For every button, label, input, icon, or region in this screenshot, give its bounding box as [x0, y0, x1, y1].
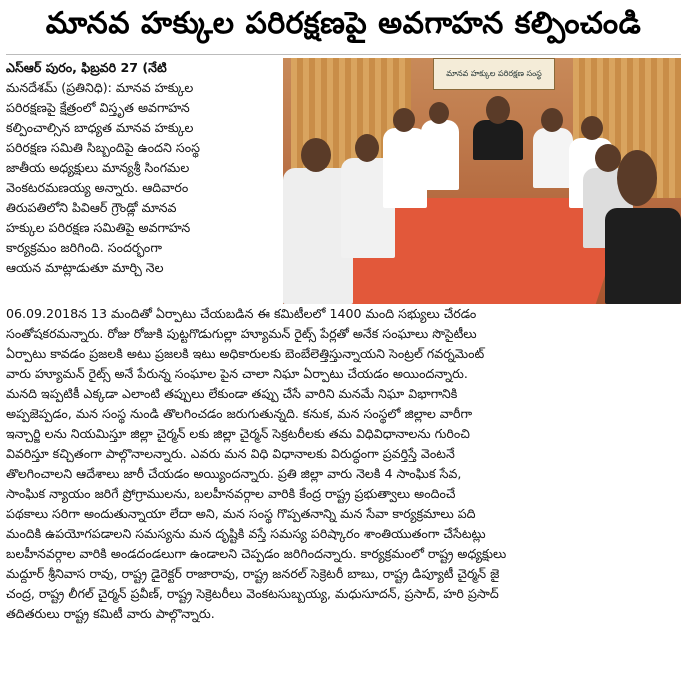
article-line: వివరిస్తూ కచ్చితంగా పాల్గొనాలన్నారు. ఎవరు మన విధి విధానాలకు విరుద్ధంగా ప్రవర్తిస్తే వెంటనే — [6, 446, 455, 461]
article-line: హక్కుల పరిరక్షణ సమితిపై అవగాహన — [6, 220, 191, 235]
article-line: తదితరులు రాష్ట్ర కమిటీ వారు పాల్గొన్నారు. — [6, 606, 215, 621]
article-line: అప్పజెప్పడం, మన సంస్థ నుండి తొలగించడం జరుగుతున్నది. కనుక, మన సంస్థలో జిల్లాల వారీగా — [6, 406, 473, 421]
article-line: పరిరక్షణ సమితి సిబ్బందిపై ఉందని సంస్థ — [6, 140, 200, 155]
article-line: 06.09.2018న 13 మందితో ఏర్పాటు చేయబడిన ఈ కమిటీలలో 1400 మంది సభ్యులు చేరడం — [6, 306, 477, 321]
article-line: సాంఘిక న్యాయం జరిగే ప్రోగ్రాములను, బలహీనవర్గాల వారికి కేంద్ర రాష్ట్ర ప్రభుత్వాలు అందించే — [6, 486, 456, 501]
article-line: వెంకటరమణయ్య అన్నారు. ఆదివారం — [6, 180, 189, 195]
article-line: సంతోషకరమన్నారు. రోజు రోజుకి పుట్టగొడుగుల్లా హ్యూమన్ రైట్స్ పేర్లతో అనేక సంఘాలు సొసైటీలు — [6, 326, 477, 341]
article-line: కార్యక్రమం జరిగింది. సందర్భంగా — [6, 240, 162, 255]
article-line: ఇన్చార్జి లను నియమిస్తూ జిల్లా చైర్మన్ లకు జిల్లా చైర్మన్ సెక్రటరీలకు తమ విధివిధానాలను గురించి — [6, 426, 470, 441]
photo-banner: మానవ హక్కుల పరిరక్షణ సంస్థ — [433, 58, 555, 90]
article-line: ఏర్పాటు కావడం ప్రజలకి అటు ప్రజలకి ఇటు అధికారులకు బెంబేలెత్తిస్తున్నాయని సెంట్రల్ గవర్నమెంట్ — [6, 346, 485, 361]
article-line: వారు హ్యూమన్ రైట్స్ అనే పేరున్న సంఘాల పైన చాలా నిఘా ఏర్పాటు చేయడం అయిందన్నారు. — [6, 366, 468, 381]
headline-divider — [6, 54, 681, 55]
article-line: తిరుపతిలోని పివిఆర్ గ్రౌండ్లో మానవ — [6, 200, 177, 215]
article-line: మద్దూర్ శ్రీనివాస రావు, రాష్ట్ర డైరెక్టర్ రాజారావు, రాష్ట్ర జనరల్ సెక్రెటరీ బాబు, రాష్ట్ర డిప్యూటీ చైర్మన్ జై — [6, 566, 500, 581]
article-line: చంద్ర, రాష్ట్ర లీగల్ చైర్మన్ ప్రవీణ్, రాష్ట్ర సెక్రెటరీలు వెంకటసుబ్బయ్య, మధుసూదన్, ప్రసాద్, హరి ప్రసాద్ — [6, 586, 499, 601]
article-line: జాతీయ అధ్యక్షులు మాన్యశ్రీ సింగమల — [6, 160, 190, 175]
article-line: పరిరక్షణపై క్షేత్రంలో విస్తృత అవగాహన — [6, 100, 190, 115]
article-line: మనది ఇప్పటికీ ఎక్కడా ఎలాంటి తప్పులు లేకుండా తప్పు చేసే వారిని మనమే నిఘా విభాగానికి — [6, 386, 458, 401]
article-line: కల్పించాల్సిన బాధ్యత మానవ హక్కుల — [6, 120, 194, 135]
article-line: తొలగించాలని ఆదేశాలు జారీ చేయడం అయ్యిందన్నారు. ప్రతి జిల్లా వారు నెలకి 4 సాంఘిక సేవ, — [6, 466, 462, 481]
article-dateline: ఎస్‌ఆర్ పురం, ఫిబ్రవరి 27 (నేటి — [6, 60, 167, 75]
article-line: మనదేశమ్ (ప్రతినిధి): మానవ హక్కుల — [6, 80, 194, 95]
article-line: ఆయన మాట్లాడుతూ మార్చి నెల — [6, 260, 164, 275]
article-headline: మానవ హక్కుల పరిరక్షణపై అవగాహన కల్పించండి — [45, 6, 642, 41]
meeting-photo — [283, 58, 681, 304]
article-line: మందికి ఉపయోగపడాలని సమస్యను మన దృష్టికి వస్తే సమస్య పరిష్కారం శాంతియుతంగా చేసేటట్లు — [6, 526, 486, 541]
article-line: పథకాలు సరిగా అందుతున్నాయా లేదా అని, మన సంస్థ గొప్పతనాన్ని మన సేవా కార్యక్రమాలు పది — [6, 506, 476, 521]
article-line: బలహీనవర్గాల వారికి అండదండలుగా ఉండాలని చెప్పడం జరిగిందన్నారు. కార్యక్రమంలో రాష్ట్ర అధ్యక్షులు — [6, 546, 507, 561]
